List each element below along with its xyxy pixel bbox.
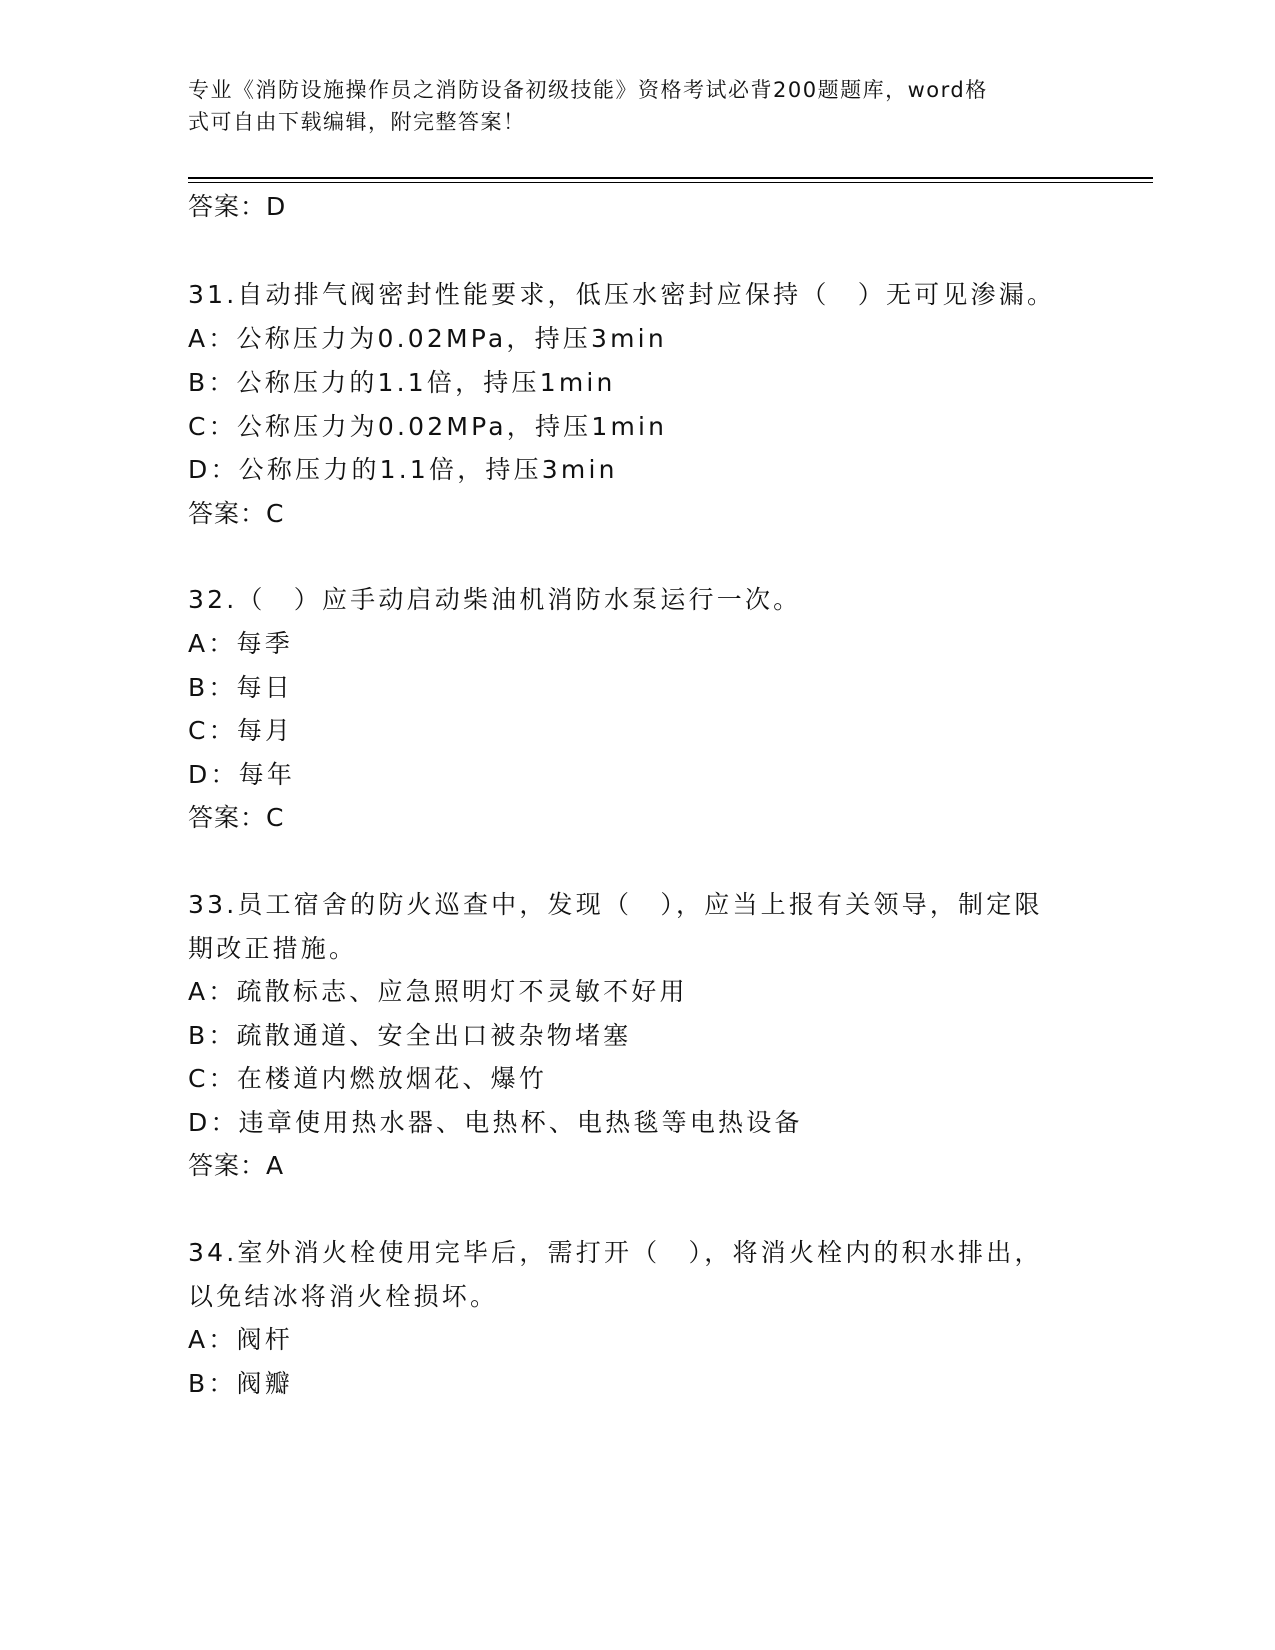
option-d: D：每年 [188,760,296,789]
option-c: C：在楼道内燃放烟花、爆竹 [188,1064,548,1093]
question-stem: 31.自动排气阀密封性能要求，低压水密封应保持（ ）无可见渗漏。 [188,280,1056,309]
option-b: B：阀瓣 [188,1369,293,1398]
question-stem-continued: 期改正措施。 [188,934,358,963]
option-a: A：每季 [188,629,293,658]
option-c: C：每月 [188,716,294,745]
header-line-1: 专业《消防设施操作员之消防设备初级技能》资格考试必背200题题库，word格 [188,78,988,102]
answer-line: 答案：C [188,803,285,832]
option-b: B：疏散通道、安全出口被杂物堵塞 [188,1021,632,1050]
question-stem-continued: 以免结冰将消火栓损坏。 [188,1282,499,1311]
answer-line: 答案：C [188,499,285,528]
answer-line: 答案：A [188,1151,285,1180]
option-d: D：公称压力的1.1倍，持压3min [188,455,618,484]
option-d: D：违章使用热水器、电热杯、电热毯等电热设备 [188,1108,803,1137]
header-divider-thin [188,182,1153,183]
option-a: A：疏散标志、应急照明灯不灵敏不好用 [188,977,688,1006]
header-line-2: 式可自由下载编辑，附完整答案！ [188,110,526,134]
document-header [188,74,1068,138]
question-stem: 33.员工宿舍的防火巡查中，发现（ ），应当上报有关领导，制定限 [188,890,1043,919]
answer-line: 答案：D [188,192,287,221]
option-b: B：每日 [188,673,293,702]
option-b: B：公称压力的1.1倍，持压1min [188,368,616,397]
option-c: C：公称压力为0.02MPa，持压1min [188,412,668,441]
option-a: A：阀杆 [188,1325,293,1354]
option-a: A：公称压力为0.02MPa，持压3min [188,324,667,353]
header-divider [188,177,1153,179]
question-stem: 32.（ ）应手动启动柴油机消防水泵运行一次。 [188,585,802,614]
question-stem: 34.室外消火栓使用完毕后，需打开（ ），将消火栓内的积水排出， [188,1238,1043,1267]
